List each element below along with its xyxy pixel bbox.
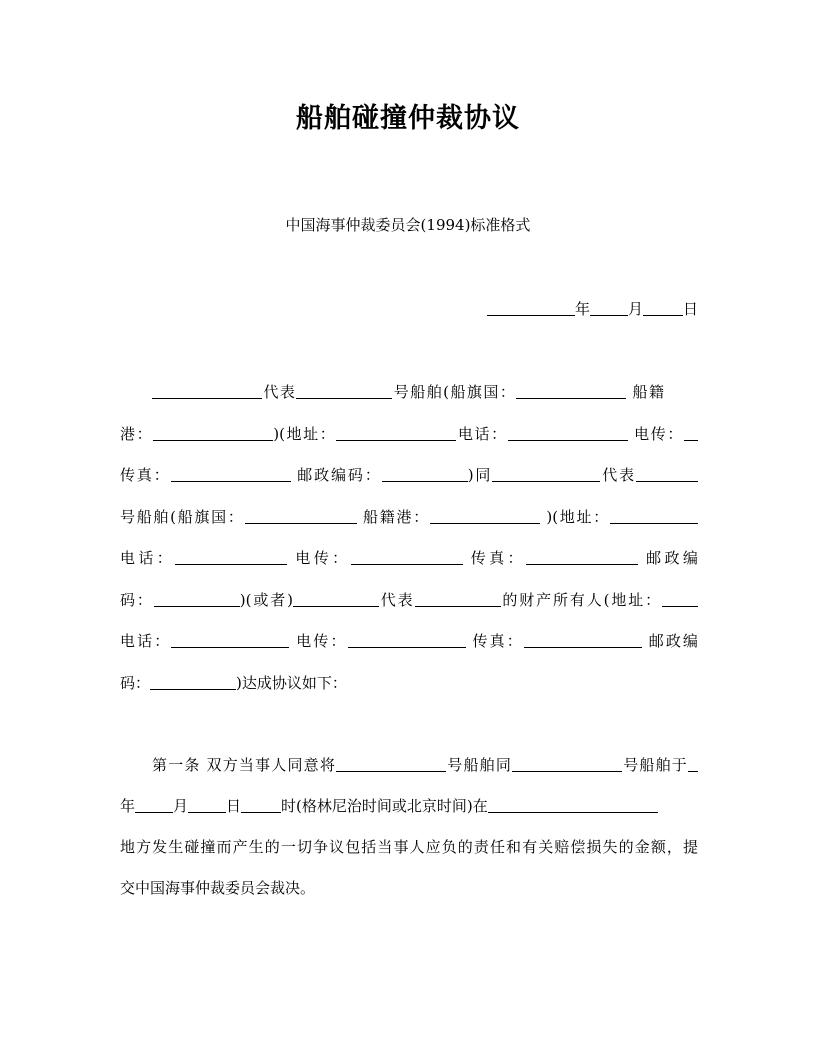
party-text: 的财产所有人(地址： [500, 591, 662, 609]
party-text: 邮政编 [646, 549, 698, 567]
blank-field [526, 546, 638, 565]
party-text: 邮政编 [648, 632, 698, 650]
article-text: 地方发生碰撞而产生的一切争议包括当事人应负的责任和有关赔偿损失的金额，提 [120, 838, 698, 856]
party-text: 号船舶(船旗国： [120, 508, 245, 526]
party-text: 船籍港： [363, 508, 430, 526]
blank-field [508, 422, 628, 441]
party-line-3 [120, 463, 698, 485]
blank-field [135, 794, 173, 813]
blank-field [684, 422, 698, 441]
blank-field [516, 380, 626, 399]
party-line-5 [120, 546, 698, 568]
blank-field [382, 463, 468, 482]
party-text: )(或者) [239, 591, 293, 609]
day-label: 日 [682, 300, 698, 318]
blank-field [662, 588, 698, 607]
party-text: 电话： [120, 549, 176, 567]
party-text: 代表 [600, 466, 636, 484]
article-text: 日 [226, 797, 242, 815]
party-text: 码： [120, 591, 154, 609]
blank-field [245, 505, 357, 524]
blank-field [415, 588, 501, 607]
party-text: 电传： [296, 632, 348, 650]
blank-field [241, 794, 281, 813]
blank-field [643, 297, 683, 316]
blank-field [636, 463, 698, 482]
party-text: 传真： [472, 632, 524, 650]
party-text: 电话： [120, 632, 172, 650]
party-line-2 [120, 422, 698, 444]
blank-field [150, 671, 236, 690]
article-text: 月 [173, 797, 189, 815]
party-text: 电传： [634, 425, 684, 443]
article-text: 交中国海事仲裁委员会裁决。 [120, 879, 316, 897]
blank-field [492, 463, 600, 482]
party-text: 号船舶(船旗国： [392, 383, 517, 401]
party-text: 邮政编码： [297, 466, 382, 484]
party-line-8 [120, 671, 698, 693]
document-subtitle: 中国海事仲裁委员会(1994)标准格式 [285, 216, 531, 234]
blank-field [488, 794, 658, 813]
blank-field [296, 380, 392, 399]
party-line-6 [120, 588, 698, 610]
blank-field [590, 297, 628, 316]
blank-field [153, 422, 273, 441]
party-text: 电传： [295, 549, 351, 567]
date-line [120, 297, 698, 319]
blank-field [610, 505, 698, 524]
party-line-7 [120, 629, 698, 651]
blank-field [188, 794, 226, 813]
blank-field [351, 546, 463, 565]
party-line-4 [120, 505, 698, 527]
party-line-1 [152, 380, 664, 402]
article1-line-2 [120, 794, 698, 816]
blank-field [171, 463, 291, 482]
blank-field [293, 588, 379, 607]
blank-field [171, 629, 289, 648]
party-text: 船籍 [632, 383, 664, 401]
party-text: 码： [120, 674, 151, 692]
blank-field [336, 753, 446, 772]
party-text: 传真： [470, 549, 526, 567]
article-text: 号船舶于 [622, 756, 688, 774]
party-text: 传真： [120, 466, 171, 484]
article-text: 时(格林尼治时间或北京时间)在 [281, 797, 488, 815]
blank-field [336, 422, 456, 441]
party-text: 港： [120, 425, 154, 443]
month-label: 月 [627, 300, 643, 318]
party-text: 代表 [378, 591, 415, 609]
article-text: 第一条 双方当事人同意将 [152, 756, 337, 774]
year-label: 年 [574, 300, 590, 318]
article-text: 号船舶同 [446, 756, 513, 774]
party-text: )(地址： [546, 508, 610, 526]
article1-line-1 [152, 753, 698, 775]
blank-field [348, 629, 466, 648]
party-text: 电话： [456, 425, 508, 443]
blank-field [512, 753, 622, 772]
blank-field [524, 629, 642, 648]
blank-field [688, 753, 698, 772]
article-text: 年 [120, 797, 136, 815]
document-title: 船舶碰撞仲裁协议 [296, 103, 520, 134]
blank-field [430, 505, 540, 524]
blank-field [175, 546, 287, 565]
party-text: 代表 [262, 383, 297, 401]
article1-line-4 [120, 877, 698, 899]
party-text: )(地址： [273, 425, 337, 443]
blank-field [154, 588, 240, 607]
blank-field [487, 297, 575, 316]
blank-field [152, 380, 262, 399]
article1-line-3 [120, 836, 698, 858]
party-text: )同 [467, 466, 493, 484]
party-text: )达成协议如下： [236, 674, 347, 692]
